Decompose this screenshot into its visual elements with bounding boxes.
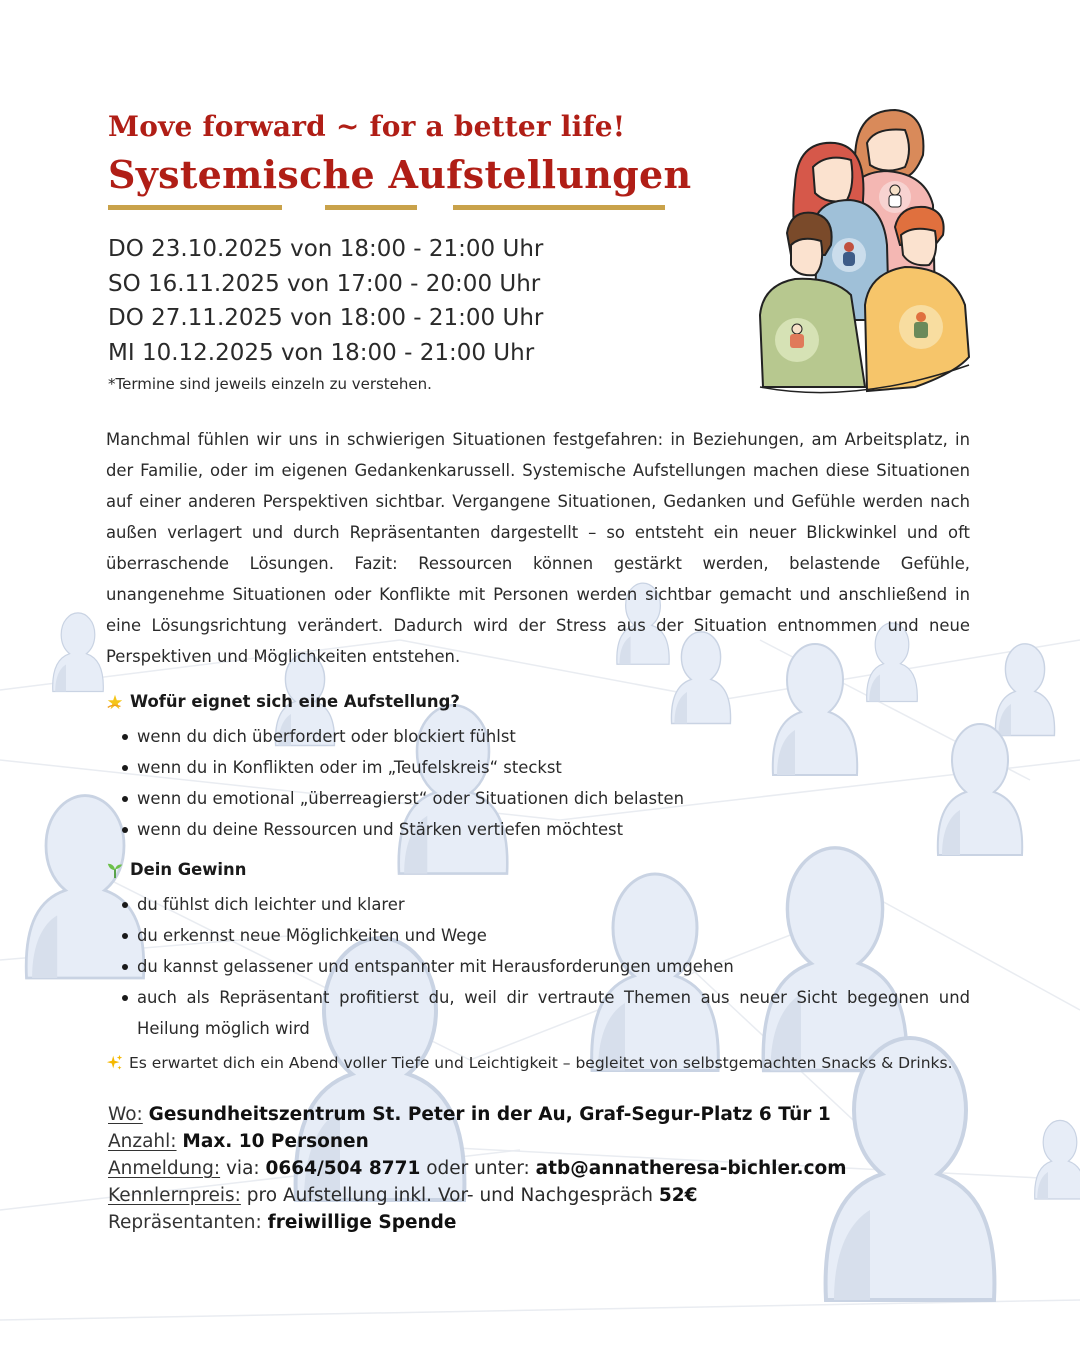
info-location-row [108,1101,847,1128]
list-item: du erkennst neue Möglichkeiten und Wege [120,920,970,951]
title-underline-segment [453,205,665,210]
date-line: MI 10.12.2025 von 18:00 - 21:00 Uhr [108,339,535,366]
section-heading-text: Wofür eignet sich eine Aufstellung? [130,692,460,711]
list-item: wenn du in Konflikten oder im „Teufelskreis“ steckst [120,752,970,783]
group-of-people-illustration [755,105,975,400]
representatives-value: freiwillige Spende [267,1212,457,1233]
title-underline-segment [108,205,282,210]
signup-via: via: [225,1158,260,1179]
benefits-list [120,889,970,1044]
list-item: du kannst gelassener und entspannter mit Herausforderungen umgehen [120,951,970,982]
info-label: Wo: [108,1104,143,1125]
list-item: du fühlst dich leichter und klarer [120,889,970,920]
event-subtitle: Move forward ~ for a better life! [108,110,626,143]
signup-or: oder unter: [426,1158,530,1179]
info-representatives-row [108,1209,847,1236]
section-heading-text: Dein Gewinn [130,860,247,879]
title-underline-segment [325,205,417,210]
section-heading-suitability [106,692,460,711]
dizzy-star-emoji-icon [106,693,124,711]
price-description: pro Aufstellung inkl. Vor- und Nachgespräch [246,1185,653,1206]
list-item: auch als Repräsentant profitierst du, weil dir vertraute Themen aus neuer Sicht begegnen und Heilung möglich wird [120,982,970,1044]
info-signup-row [108,1155,847,1182]
suitability-list [120,721,970,845]
email-address[interactable]: atb@annatheresa-bichler.com [535,1158,847,1179]
date-line: SO 16.11.2025 von 17:00 - 20:00 Uhr [108,270,541,297]
location-value: Gesundheitszentrum St. Peter in der Au, Graf-Segur-Platz 6 Tür 1 [148,1104,831,1125]
page-title: Systemische Aufstellungen [108,152,692,197]
info-label: Kennlernpreis: [108,1185,241,1206]
list-item: wenn du deine Ressourcen und Stärken vertiefen möchtest [120,814,970,845]
phone-number[interactable]: 0664/504 8771 [265,1158,421,1179]
info-label: Repräsentanten: [108,1212,262,1233]
list-item: wenn du dich überfordert oder blockiert fühlst [120,721,970,752]
event-info-block [108,1101,847,1236]
date-line: DO 27.11.2025 von 18:00 - 21:00 Uhr [108,305,544,331]
date-line: DO 23.10.2025 von 18:00 - 21:00 Uhr [108,236,544,262]
section-heading-benefits [106,860,246,879]
sparkles-emoji-icon [106,1054,124,1072]
closing-line [106,1054,953,1072]
event-dates [108,232,543,370]
dates-note: *Termine sind jeweils einzeln zu verstehen. [108,375,432,393]
closing-text: Es erwartet dich ein Abend voller Tiefe und Leichtigkeit – begleitet von selbstgemachten Snacks & Drinks. [129,1054,953,1072]
info-label: Anmeldung: [108,1158,221,1179]
count-value: Max. 10 Personen [182,1131,369,1152]
intro-paragraph: Manchmal fühlen wir uns in schwierigen Situationen festgefahren: in Beziehungen, am Arbeitsplatz, in der Familie, oder im eigenen Gedankenkarussell. Systemische Aufstellungen machen diese Situationen auf einer anderen Perspektiven sichtbar. Vergangene Situationen, Gedanken und Gefühle werden nach außen verlagert und durch Repräsentanten dargestellt – so entsteht ein neuer Blickwinkel und oft überraschende Lösungen. Fazit: Ressourcen können gestärkt werden, belastende Gefühle, unangenehme Situationen oder Konflikte mit Personen werden sichtbar gemacht und anschließend in eine Lösungsrichtung verändert. Dadurch wird der Stress aus der Situation entnommen und neue Perspektiven und Möglichkeiten entstehen. [106,430,970,666]
list-item: wenn du emotional „überreagierst“ oder Situationen dich belasten [120,783,970,814]
info-price-row [108,1182,847,1209]
info-label: Anzahl: [108,1131,177,1152]
price-value: 52€ [658,1185,698,1206]
seedling-emoji-icon [106,861,124,879]
info-count-row [108,1128,847,1155]
